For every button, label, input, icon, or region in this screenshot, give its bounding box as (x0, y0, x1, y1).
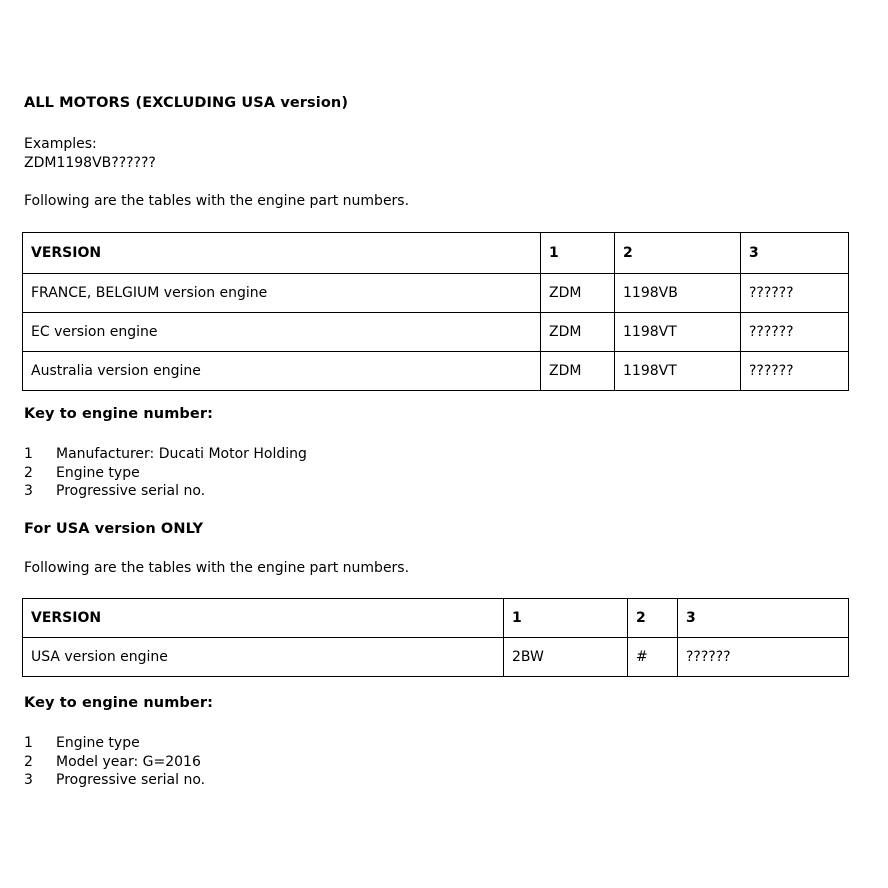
column-header-3: 3 (678, 599, 849, 638)
section-two-key-heading: Key to engine number: (24, 695, 213, 711)
column-header-1: 1 (541, 233, 615, 274)
table-header-row (23, 233, 849, 274)
usa-version-table (22, 598, 849, 677)
table-row (23, 274, 849, 313)
cell-code-3: ?????? (678, 638, 849, 677)
cell-code-3: ?????? (741, 274, 849, 313)
key-item-label: Model year: G=2016 (56, 753, 201, 770)
key-item-label: Engine type (56, 464, 140, 481)
cell-code-1: 2BW (504, 638, 628, 677)
key-item-number: 1 (24, 446, 33, 462)
key-item-number: 3 (24, 483, 33, 499)
examples-label: Examples: (24, 136, 97, 152)
key-item-number: 1 (24, 735, 33, 751)
table-row (23, 313, 849, 352)
column-header-version: VERSION (23, 233, 541, 274)
key-item-label: Engine type (56, 735, 140, 751)
cell-code-2: 1198VT (615, 313, 741, 352)
section-one-heading: ALL MOTORS (EXCLUDING USA version) (24, 95, 349, 111)
key-item-label: Progressive serial no. (56, 483, 206, 499)
cell-version: Australia version engine (23, 352, 541, 391)
column-header-version: VERSION (23, 599, 504, 638)
column-header-2: 2 (615, 233, 741, 274)
column-header-2: 2 (628, 599, 678, 638)
cell-code-2: # (628, 638, 678, 677)
table-row (23, 352, 849, 391)
cell-code-1: ZDM (541, 274, 615, 313)
column-header-1: 1 (504, 599, 628, 638)
key-item-number: 2 (24, 464, 33, 481)
cell-version: EC version engine (23, 313, 541, 352)
cell-code-3: ?????? (741, 352, 849, 391)
cell-code-2: 1198VB (615, 274, 741, 313)
cell-code-1: ZDM (541, 352, 615, 391)
key-item-number: 3 (24, 772, 33, 788)
key-item-label: Progressive serial no. (56, 772, 206, 788)
table-row (23, 638, 849, 677)
engine-versions-table (22, 232, 849, 391)
cell-code-1: ZDM (541, 313, 615, 352)
table-header-row (23, 599, 849, 638)
key-item-number: 2 (24, 753, 33, 770)
section-one-intro: Following are the tables with the engine part numbers. (24, 193, 410, 209)
section-one-key-heading: Key to engine number: (24, 406, 213, 422)
cell-version: FRANCE, BELGIUM version engine (23, 274, 541, 313)
column-header-3: 3 (741, 233, 849, 274)
section-two-intro: Following are the tables with the engine part numbers. (24, 560, 410, 576)
cell-version: USA version engine (23, 638, 504, 677)
cell-code-3: ?????? (741, 313, 849, 352)
section-two-heading: For USA version ONLY (24, 521, 204, 537)
cell-code-2: 1198VT (615, 352, 741, 391)
example-value: ZDM1198VB?????? (24, 155, 156, 171)
key-item-label: Manufacturer: Ducati Motor Holding (56, 446, 307, 462)
